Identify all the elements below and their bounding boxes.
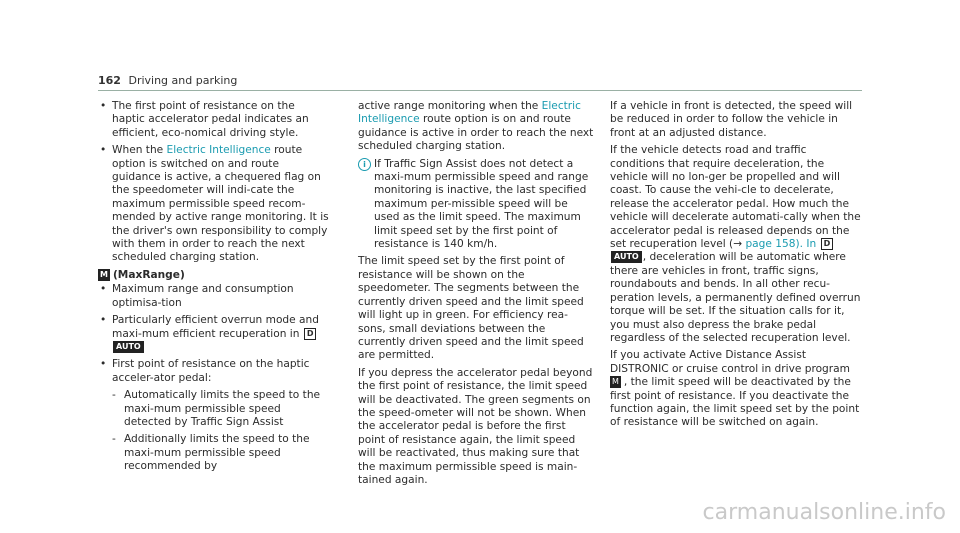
paragraph-range-monitoring bbox=[358, 100, 594, 154]
column-2 bbox=[358, 100, 594, 491]
paragraph-depress-pedal: If you depress the accelerator pedal beyond the first point of resistance, the limit speed will be deactivated. The green segments on the speed-ometer will not be shown. When the accelerator pedal is before the first point of resistance again, the limit speed will be reactivated, thus making sure that the maximum permissible speed is main-tained again. bbox=[358, 366, 593, 486]
text: , the limit speed will be deactivated by the first point of resistance. If you deactivate the function again, the limit speed set by the point of resistance will be switched on again. bbox=[610, 376, 860, 429]
column-3 bbox=[610, 100, 864, 434]
text: If you activate Active Distance Assist DISTRONIC or cruise control in drive program bbox=[610, 349, 850, 375]
electric-intelligence-link[interactable]: Electric Intelligence bbox=[358, 100, 581, 126]
text: route option is on and route guidance is active in order to reach the next scheduled charging station. bbox=[358, 113, 594, 153]
d-symbol-icon: D bbox=[821, 238, 834, 250]
drive-mode-m-icon: M bbox=[612, 377, 619, 387]
page-reference-link[interactable]: page 158). In bbox=[742, 238, 820, 251]
maxrange-title: (MaxRange) bbox=[112, 268, 185, 281]
section-title: Driving and parking bbox=[128, 74, 238, 87]
note-text: If Traffic Sign Assist does not detect a maxi-mum permissible speed and range monitoring is inactive, the last specified maximum per-missible speed will be used as the limit speed. The maximum limit speed set by the first point of resistance is 140 km/h. bbox=[374, 157, 589, 251]
drive-mode-m-icon: M bbox=[100, 269, 108, 279]
bullet-first-point: • First point of resistance on the haptic acceler-ator pedal: bbox=[98, 358, 330, 385]
dash-item-range-monitoring: - Additionally limits the speed to the maxi-mum permissible speed recommended by bbox=[98, 433, 330, 473]
text: , deceleration will be automatic where there are vehicles in front, traffic signs, roundabouts and bends. In all other recu-peration levels, a permanently defined overrun torque will be set. If the situation calls for it, you must also depress the brake pedal regardless of the selected recuperation level. bbox=[610, 251, 861, 344]
text: When the bbox=[112, 144, 167, 157]
info-icon: i bbox=[358, 158, 371, 171]
d-symbol-icon: D bbox=[304, 328, 317, 340]
paragraph-limit-speed: The limit speed set by the first point of resistance will be shown on the speedometer. The segments between the currently driven speed and the limit speed will light up in green. For efficiency rea-sons, small deviations between the currently driven speed and the limit speed are permitted. bbox=[358, 255, 584, 362]
bullet-electric-intelligence bbox=[98, 144, 330, 265]
bullet-haptic-pedal: • The first point of resistance on the haptic accelerator pedal indicates an efficient, eco-nomical driving style. bbox=[98, 100, 330, 140]
info-note bbox=[358, 158, 594, 252]
paragraph-vehicle-in-front: If a vehicle in front is detected, the speed will be reduced in order to follow the vehicle in front at an adjusted distance. bbox=[610, 100, 853, 139]
column-1 bbox=[98, 100, 330, 478]
page-number: 162 bbox=[98, 74, 121, 87]
bullet-efficient-overrun bbox=[98, 314, 330, 354]
text: route option is switched on and route guidance is active, a chequered flag on the speedometer will indi-cate the maximum permissible speed recom-mended by active range monitoring. It is the driver's own responsibility to comply with them in order to reach the next scheduled charging station. bbox=[112, 144, 329, 264]
electric-intelligence-link[interactable]: Electric Intelligence bbox=[166, 144, 271, 157]
auto-symbol-icon: AUTO bbox=[611, 251, 642, 263]
text: Particularly efficient overrun mode and maxi-mum efficient recuperation in bbox=[112, 314, 319, 340]
bullet-max-range: • Maximum range and consumption optimisa-tion bbox=[98, 283, 330, 310]
page-header bbox=[98, 74, 237, 87]
paragraph-deceleration bbox=[610, 144, 864, 345]
arrow-right-icon: → bbox=[733, 238, 743, 251]
header-rule bbox=[98, 90, 862, 91]
auto-symbol-icon: AUTO bbox=[113, 341, 144, 353]
text: active range monitoring when the bbox=[358, 100, 542, 112]
text: If the vehicle detects road and traffic conditions that require deceleration, the vehicle will no lon-ger be propelled and will coast. To cause the vehi-cle to decelerate, release the accelerator pedal. How much the vehicle will decelerate automati-cally when the accelerator pedal is released depends on the set recuperation level ( bbox=[610, 144, 861, 251]
dash-item-traffic-sign: - Automatically limits the speed to the maxi-mum permissible speed detected by Traffic Sign Assist bbox=[98, 389, 330, 429]
maxrange-heading bbox=[98, 269, 330, 282]
watermark: carmanualsonline.info bbox=[702, 500, 946, 525]
paragraph-distronic bbox=[610, 349, 864, 429]
